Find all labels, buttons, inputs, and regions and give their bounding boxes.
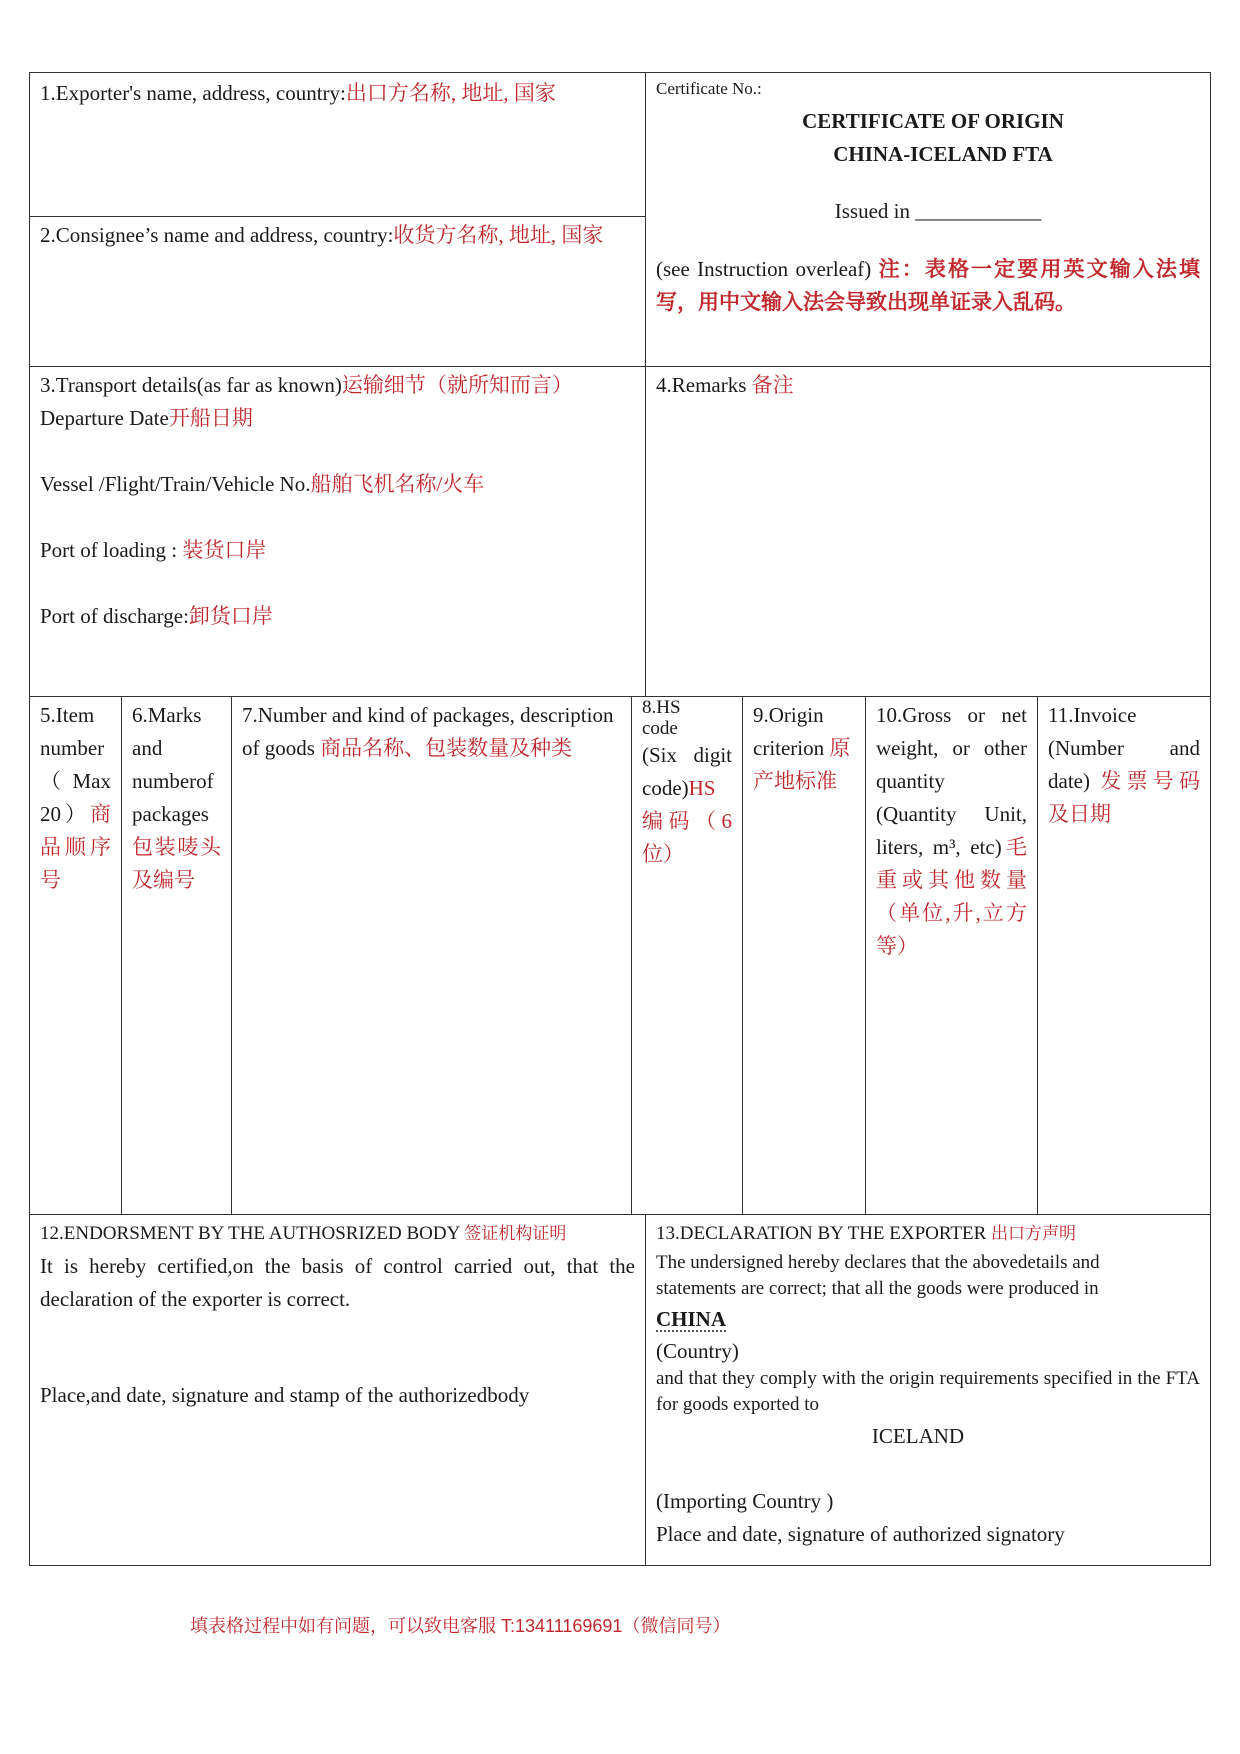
col-marks (121, 696, 231, 1214)
origin-criterion-label: 9.Origin criterion (753, 703, 830, 760)
instruction-text: (see Instruction overleaf) (656, 257, 872, 281)
box-remarks (645, 366, 1210, 696)
box-transport (30, 366, 645, 696)
declaration-comply: and that they comply with the origin requirements specified in the FTA for goods exported to (656, 1368, 1200, 1415)
issued-in: Issued in ____________ (834, 199, 1042, 223)
vessel-label-cn: 船舶飞机名称/火车 (310, 472, 485, 496)
hs-code-label-cn: HS编码（6位） (642, 776, 732, 866)
box-exporter (30, 73, 645, 216)
endorsement-text: It is hereby certified,on the basis of control carried out, that the declaration of the exporter is correct. (40, 1254, 635, 1311)
hs-code-sublabel: (Six digit code) (642, 743, 732, 800)
invoice-label: 11.Invoice (Number and date) (1048, 703, 1200, 793)
declaration-place: Place and date, signature of authorized signatory (656, 1522, 1065, 1546)
endorsement-label: 12.ENDORSMENT BY THE AUTHOSRIZED BODY (40, 1223, 465, 1244)
discharge-label: Port of discharge: (40, 604, 189, 628)
transport-label-cn: 运输细节（就所知而言） (341, 373, 573, 397)
exporter-label: 1.Exporter's name, address, country: (40, 81, 346, 105)
hs-code-label: 8.HS code (642, 697, 681, 739)
discharge-label-cn: 卸货口岸 (188, 604, 273, 628)
marks-label-cn: 包装唛头及编号 (132, 835, 221, 892)
instruction-note: 注：表格一定要用英文输入法填写，用中文输入法会导致出现单证录入乱码。 (656, 257, 1200, 314)
declaration-line1: The undersigned hereby declares that the abovedetails and (656, 1252, 1100, 1273)
remarks-label: 4.Remarks (656, 373, 752, 397)
importing-country: ICELAND (871, 1424, 965, 1448)
vessel-label: Vessel /Flight/Train/Vehicle No. (40, 472, 311, 496)
weight-label: 10.Gross or net weight, or other quantity (Quantity Unit, liters, m³, etc) (876, 703, 1027, 859)
producing-country: CHINA (656, 1307, 727, 1331)
box-endorsement (30, 1214, 645, 1565)
description-label-cn: 商品名称、包装数量及种类 (320, 736, 573, 760)
col-weight (865, 696, 1037, 1214)
description-label: 7.Number and kind of packages, description of goods (242, 703, 614, 760)
consignee-label: 2.Consignee’s name and address, country: (40, 223, 394, 247)
col-hs-code (631, 696, 742, 1214)
invoice-label-cn: 发票号码及日期 (1048, 769, 1200, 826)
col-invoice (1037, 696, 1210, 1214)
consignee-label-cn: 收货方名称, 地址, 国家 (393, 223, 604, 247)
certificate-form (29, 72, 1211, 1566)
declaration-line2: statements are correct; that all the goods were produced in (656, 1278, 1099, 1299)
endorsement-label-cn: 签证机构证明 (464, 1224, 567, 1243)
departure-label-cn: 开船日期 (168, 406, 253, 430)
box-declaration (645, 1214, 1210, 1565)
country-label: (Country) (656, 1339, 739, 1363)
transport-label: 3.Transport details(as far as known) (40, 373, 342, 397)
box-certificate (645, 73, 1210, 366)
marks-label: 6.Marks and numberof packages (132, 703, 214, 826)
item-number-label-cn: 商品顺序号 (40, 802, 111, 892)
certificate-no-label: Certificate No.: (656, 79, 762, 98)
endorsement-place: Place,and date, signature and stamp of the authorizedbody (40, 1383, 530, 1407)
importing-country-label: (Importing Country ) (656, 1489, 834, 1513)
remarks-label-cn: 备注 (751, 373, 794, 397)
certificate-subtitle: CHINA-ICELAND FTA (833, 142, 1053, 166)
box-consignee (30, 216, 645, 366)
col-origin-criterion (742, 696, 865, 1214)
loading-label-cn: 装货口岸 (182, 538, 267, 562)
exporter-label-cn: 出口方名称, 地址, 国家 (345, 81, 556, 105)
loading-label: Port of loading : (40, 538, 183, 562)
declaration-label-cn: 出口方声明 (991, 1224, 1077, 1243)
footer-note: 填表格过程中如有问题，可以致电客服 T:13411169691（微信同号） (190, 1616, 731, 1636)
departure-label: Departure Date (40, 406, 169, 430)
certificate-title: CERTIFICATE OF ORIGIN (802, 109, 1064, 133)
item-number-label: 5.Item number（Max 20） (40, 703, 111, 826)
weight-label-cn: 毛重或其他数量（单位,升,立方等） (876, 835, 1028, 958)
origin-criterion-label-cn: 原产地标准 (753, 736, 851, 793)
col-description (231, 696, 631, 1214)
declaration-label: 13.DECLARATION BY THE EXPORTER (656, 1223, 992, 1244)
col-item-number (30, 696, 121, 1214)
